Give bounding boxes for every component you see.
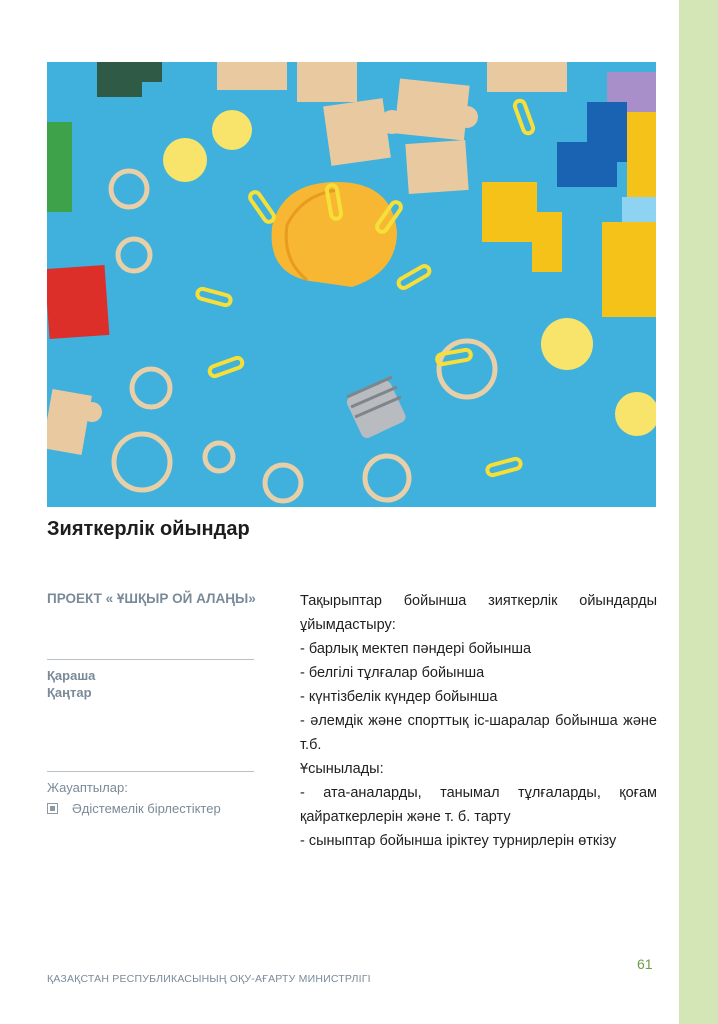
description-line: - ата-аналарды, танымал тұлғаларды, қоғам қайраткерлерін және т. б. тарту bbox=[300, 785, 657, 825]
page-title: Зияткерлік ойындар bbox=[47, 518, 250, 540]
month-item: Қараша bbox=[47, 668, 96, 683]
responsible-item-text: Әдістемелік бірлестіктер bbox=[72, 801, 221, 816]
description-line: - барлық мектеп пәндері бойынша bbox=[300, 641, 532, 657]
description-line: - сыныптар бойынша іріктеу турнирлерін өткізу bbox=[300, 833, 617, 849]
description-line: Ұсынылады: bbox=[300, 761, 384, 777]
description-line: Тақырыптар бойынша зияткерлік ойындарды ұйымдастыру: bbox=[300, 593, 657, 633]
responsible-label: Жауаптылар: bbox=[47, 780, 128, 795]
description-line: - әлемдік және спорттық іс-шаралар бойынша және т.б. bbox=[300, 713, 657, 753]
divider bbox=[47, 659, 254, 660]
footer-text: ҚАЗАҚСТАН РЕСПУБЛИКАСЫНЫҢ ОҚУ-АҒАРТУ МИНИСТРЛІГІ bbox=[47, 973, 371, 985]
description-line: - күнтізбелік күндер бойынша bbox=[300, 689, 498, 705]
description bbox=[300, 589, 657, 853]
checkbox-icon bbox=[47, 803, 58, 814]
lightbulb-puzzle-photo bbox=[47, 62, 656, 507]
description-line: - белгілі тұлғалар бойынша bbox=[300, 665, 485, 681]
month-item: Қаңтар bbox=[47, 685, 92, 700]
responsible-item bbox=[47, 801, 221, 816]
project-title: ПРОЕКТ « ҰШҚЫР ОЙ АЛАҢЫ» bbox=[47, 591, 256, 606]
page-number: 61 bbox=[637, 956, 653, 972]
divider bbox=[47, 771, 254, 772]
hero-photo bbox=[47, 62, 656, 507]
months-list bbox=[47, 667, 95, 701]
side-accent-band bbox=[679, 0, 718, 1024]
